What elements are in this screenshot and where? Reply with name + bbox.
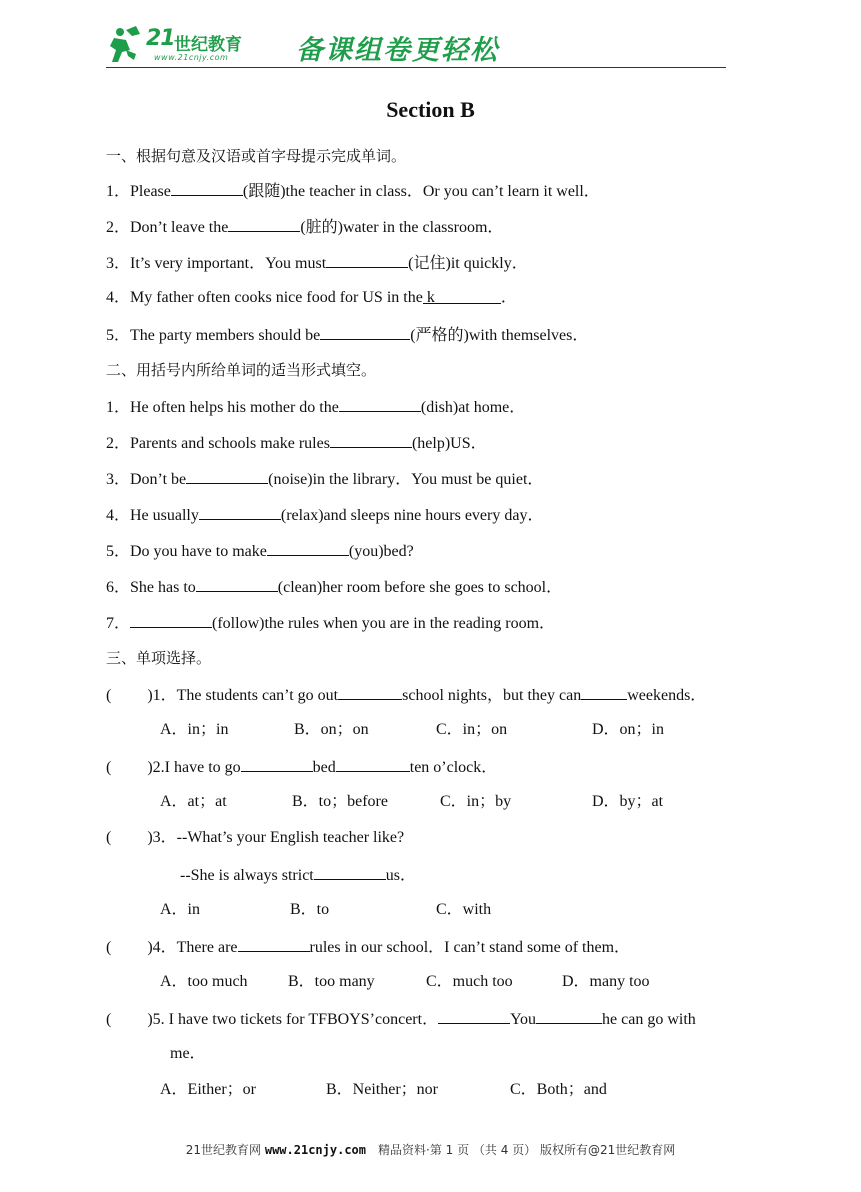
- answer-blank[interactable]: [199, 503, 281, 520]
- header-divider: [106, 67, 726, 68]
- logo-url: www.21cnjy.com: [154, 53, 229, 62]
- part1-item-2: 2．Don’t leave the (脏的)water in the classroom．: [106, 215, 503, 239]
- option-c[interactable]: C．in；by: [440, 793, 512, 810]
- option-a[interactable]: A．Either；or: [160, 1081, 256, 1098]
- part3-heading: 三、单项选择。: [106, 649, 212, 667]
- answer-blank[interactable]: [336, 755, 410, 772]
- answer-blank[interactable]: [326, 251, 408, 268]
- answer-blank[interactable]: [536, 1007, 602, 1024]
- mc-question-5-continued: me．: [170, 1045, 206, 1062]
- part2-item-3: 3．Don’t be (noise)in the library．You must be quiet．: [106, 467, 543, 491]
- option-d[interactable]: D．many too: [562, 973, 650, 990]
- answer-blank[interactable]: [314, 863, 386, 880]
- answer-blank[interactable]: [228, 215, 300, 232]
- mc-question-3-reply: --She is always strict us．: [180, 863, 416, 887]
- answer-blank[interactable]: [581, 683, 627, 700]
- part1-item-1: 1．Please (跟随)the teacher in class．Or you can’t learn it well．: [106, 179, 600, 203]
- part1-item-4: 4．My father often cooks nice food for US in the k ．: [106, 289, 517, 306]
- answer-blank[interactable]: [130, 611, 212, 628]
- answer-blank[interactable]: [438, 1007, 510, 1024]
- mc-question-3: ( )3．--What’s your English teacher like?: [106, 829, 405, 846]
- part1-heading: 一、根据句意及汉语或首字母提示完成单词。: [106, 147, 407, 165]
- option-d[interactable]: D．on；in: [592, 721, 665, 738]
- part2-item-7: 7． (follow)the rules when you are in the reading room．: [106, 611, 555, 635]
- option-a[interactable]: A．in: [160, 901, 201, 918]
- mc-question-1: ( )1．The students can’t go out school nights，but they can weekends．: [106, 683, 706, 707]
- page-title: Section B: [386, 97, 475, 122]
- answer-blank[interactable]: [241, 755, 313, 772]
- mc-question-2: ( )2.I have to go bed ten o’clock．: [106, 755, 497, 779]
- option-a[interactable]: A．too much: [160, 973, 248, 990]
- answer-blank[interactable]: k: [423, 287, 501, 304]
- answer-blank[interactable]: [196, 575, 278, 592]
- logo-number: 21: [146, 26, 175, 51]
- option-b[interactable]: B．too many: [288, 973, 375, 990]
- answer-blank[interactable]: [339, 395, 421, 412]
- part2-item-4: 4．He usually (relax)and sleeps nine hours every day．: [106, 503, 543, 527]
- option-b[interactable]: B．to；before: [292, 793, 388, 810]
- page-footer: [0, 1141, 861, 1158]
- mc-question-5: ( )5. I have two tickets for TFBOYS’concert． You he can go with: [106, 1007, 696, 1031]
- answer-blank[interactable]: [320, 323, 410, 340]
- answer-blank[interactable]: [186, 467, 268, 484]
- option-b[interactable]: B．Neither；nor: [326, 1081, 438, 1098]
- part1-item-5: 5．The party members should be (严格的)with themselves．: [106, 323, 588, 347]
- option-c[interactable]: C．with: [436, 901, 492, 918]
- part1-item-3: 3．It’s very important．You must (记住)it quickly．: [106, 251, 528, 275]
- part2-item-5: 5．Do you have to make (you)bed?: [106, 539, 414, 563]
- page-header: [106, 22, 726, 72]
- option-c[interactable]: C．in；on: [436, 721, 508, 738]
- answer-blank[interactable]: [330, 431, 412, 448]
- part2-item-2: 2．Parents and schools make rules (help)US．: [106, 431, 487, 455]
- option-b[interactable]: B．on；on: [294, 721, 369, 738]
- footer-url[interactable]: www.21cnjy.com: [264, 1143, 366, 1157]
- option-a[interactable]: A．in；in: [160, 721, 229, 738]
- answer-blank[interactable]: [171, 179, 243, 196]
- answer-blank[interactable]: [267, 539, 349, 556]
- option-b[interactable]: B．to: [290, 901, 330, 918]
- option-a[interactable]: A．at；at: [160, 793, 227, 810]
- answer-blank[interactable]: [338, 683, 402, 700]
- part2-item-1: 1．He often helps his mother do the (dish)at home．: [106, 395, 525, 419]
- option-d[interactable]: D．by；at: [592, 793, 664, 810]
- part2-item-6: 6．She has to (clean)her room before she goes to school．: [106, 575, 562, 599]
- part2-heading: 二、用括号内所给单词的适当形式填空。: [106, 361, 377, 379]
- option-c[interactable]: C．much too: [426, 973, 513, 990]
- footer-site: 21世纪教育网: [185, 1143, 265, 1157]
- footer-page-info: 精品资料·第 1 页 （共 4 页） 版权所有@21世纪教育网: [366, 1143, 676, 1157]
- mc-question-4: ( )4．There are rules in our school．I can’t stand some of them．: [106, 935, 630, 959]
- runner-logo-icon: [106, 24, 150, 64]
- option-c[interactable]: C．Both；and: [510, 1081, 607, 1098]
- logo-text: 世纪教育: [174, 35, 242, 55]
- answer-blank[interactable]: [238, 935, 310, 952]
- header-slogan: 备课组卷更轻松: [296, 35, 499, 66]
